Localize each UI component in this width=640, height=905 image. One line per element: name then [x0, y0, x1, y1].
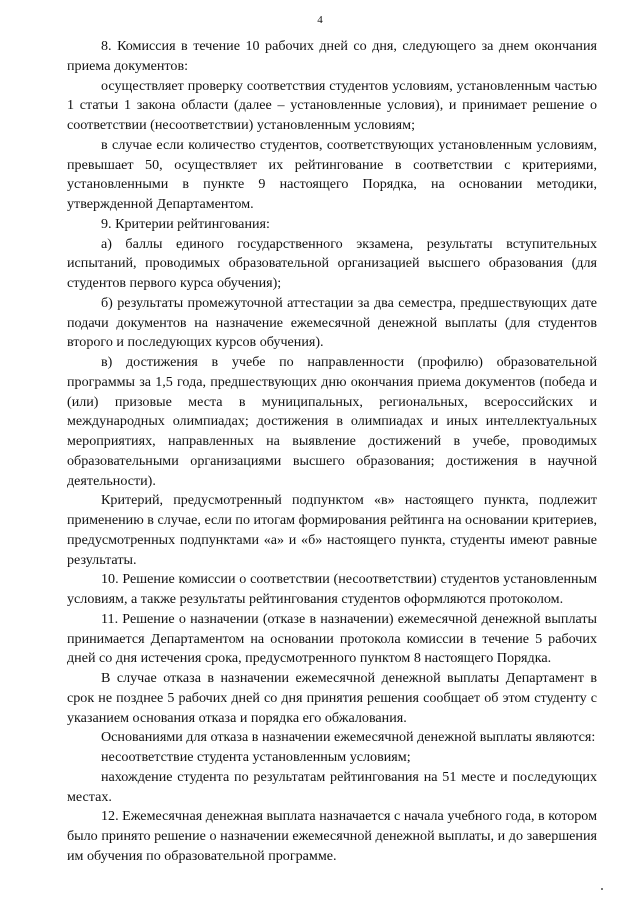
paragraph-ground-rank: нахождение студента по результатам рейтингования на 51 месте и последующих местах.	[67, 768, 597, 805]
paragraph-item-10: 10. Решение комиссии о соответствии (несоответствии) студентов установленным условиям, а также результаты рейтингования студентов оформляются протоколом.	[67, 571, 597, 607]
paragraph-rating-condition: в случае если количество студентов, соответствующих установленным условиям, превышает 50, осуществляет их рейтингование в соответствии с критериями, установленными в пункте 9 настоящего Порядка, на основании методики, утвержденной Департаментом.	[67, 136, 597, 212]
page-number: 4	[317, 14, 323, 26]
paragraph-criterion-c-usage: Критерий, предусмотренный подпунктом «в» настоящего пункта, подлежит применению в случае, если по итогам формирования рейтинга на основании критериев, предусмотренных подпунктами «а» и «б» настоящего пункта, студенты имеют равные результаты.	[67, 492, 597, 568]
paragraph-criterion-a: а) баллы единого государственного экзамена, результаты вступительных испытаний, проводимых образовательной организацией высшего образования (для студентов первого курса обучения);	[67, 235, 597, 291]
paragraph-item-11: 11. Решение о назначении (отказе в назначении) ежемесячной денежной выплаты принимается Департаментом на основании протокола комиссии в течение 5 рабочих дней со дня истечения срока, предусмотренного пунктом 8 настоящего Порядка.	[67, 610, 597, 667]
paragraph-item-8: 8. Комиссия в течение 10 рабочих дней со дня, следующего за днем окончания приема документов:	[67, 38, 597, 74]
paragraph-verification: осуществляет проверку соответствия студентов условиям, установленным частью 1 статьи 1 закона области (далее – установленные условия), и принимает решение о соответствии (несоответствии) установленным условиям;	[67, 77, 597, 133]
paragraph-refusal-notice: В случае отказа в назначении ежемесячной денежной выплаты Департамент в срок не позднее 5 рабочих дней со дня принятия решения сообщает об этом студенту с указанием основания отказа и порядка его обжалования.	[67, 670, 597, 726]
paragraph-ground-nonconformity: несоответствие студента установленным условиям;	[101, 749, 411, 765]
document-body	[67, 37, 597, 867]
paragraph-refusal-grounds: Основаниями для отказа в назначении ежемесячной денежной выплаты являются:	[101, 729, 596, 746]
paragraph-criterion-c: в) достижения в учебе по направленности (профилю) образовательной программы за 1,5 года, предшествующих дню окончания приема документов (победа и (или) призовые места в муниципальных, региональных, всероссийских и международных олимпиадах; достижения в олимпиадах и иных интеллектуальных мероприятиях, направленных на выявление достижений в учебе, проводимых образовательными организациями высшего образования; достижения в научной деятельности).	[67, 354, 597, 489]
paragraph-criterion-b: б) результаты промежуточной аттестации за два семестра, предшествующих дате подачи документов на назначение ежемесячной денежной выплаты (для студентов второго и последующих курсов обучения).	[67, 294, 597, 351]
scan-speck	[601, 888, 603, 890]
paragraph-item-9: 9. Критерии рейтингования:	[101, 215, 270, 232]
paragraph-item-12: 12. Ежемесячная денежная выплата назначается с начала учебного года, в котором было принято решение о назначении ежемесячной денежной выплаты, и до завершения им обучения по образовательной программе.	[67, 808, 597, 864]
